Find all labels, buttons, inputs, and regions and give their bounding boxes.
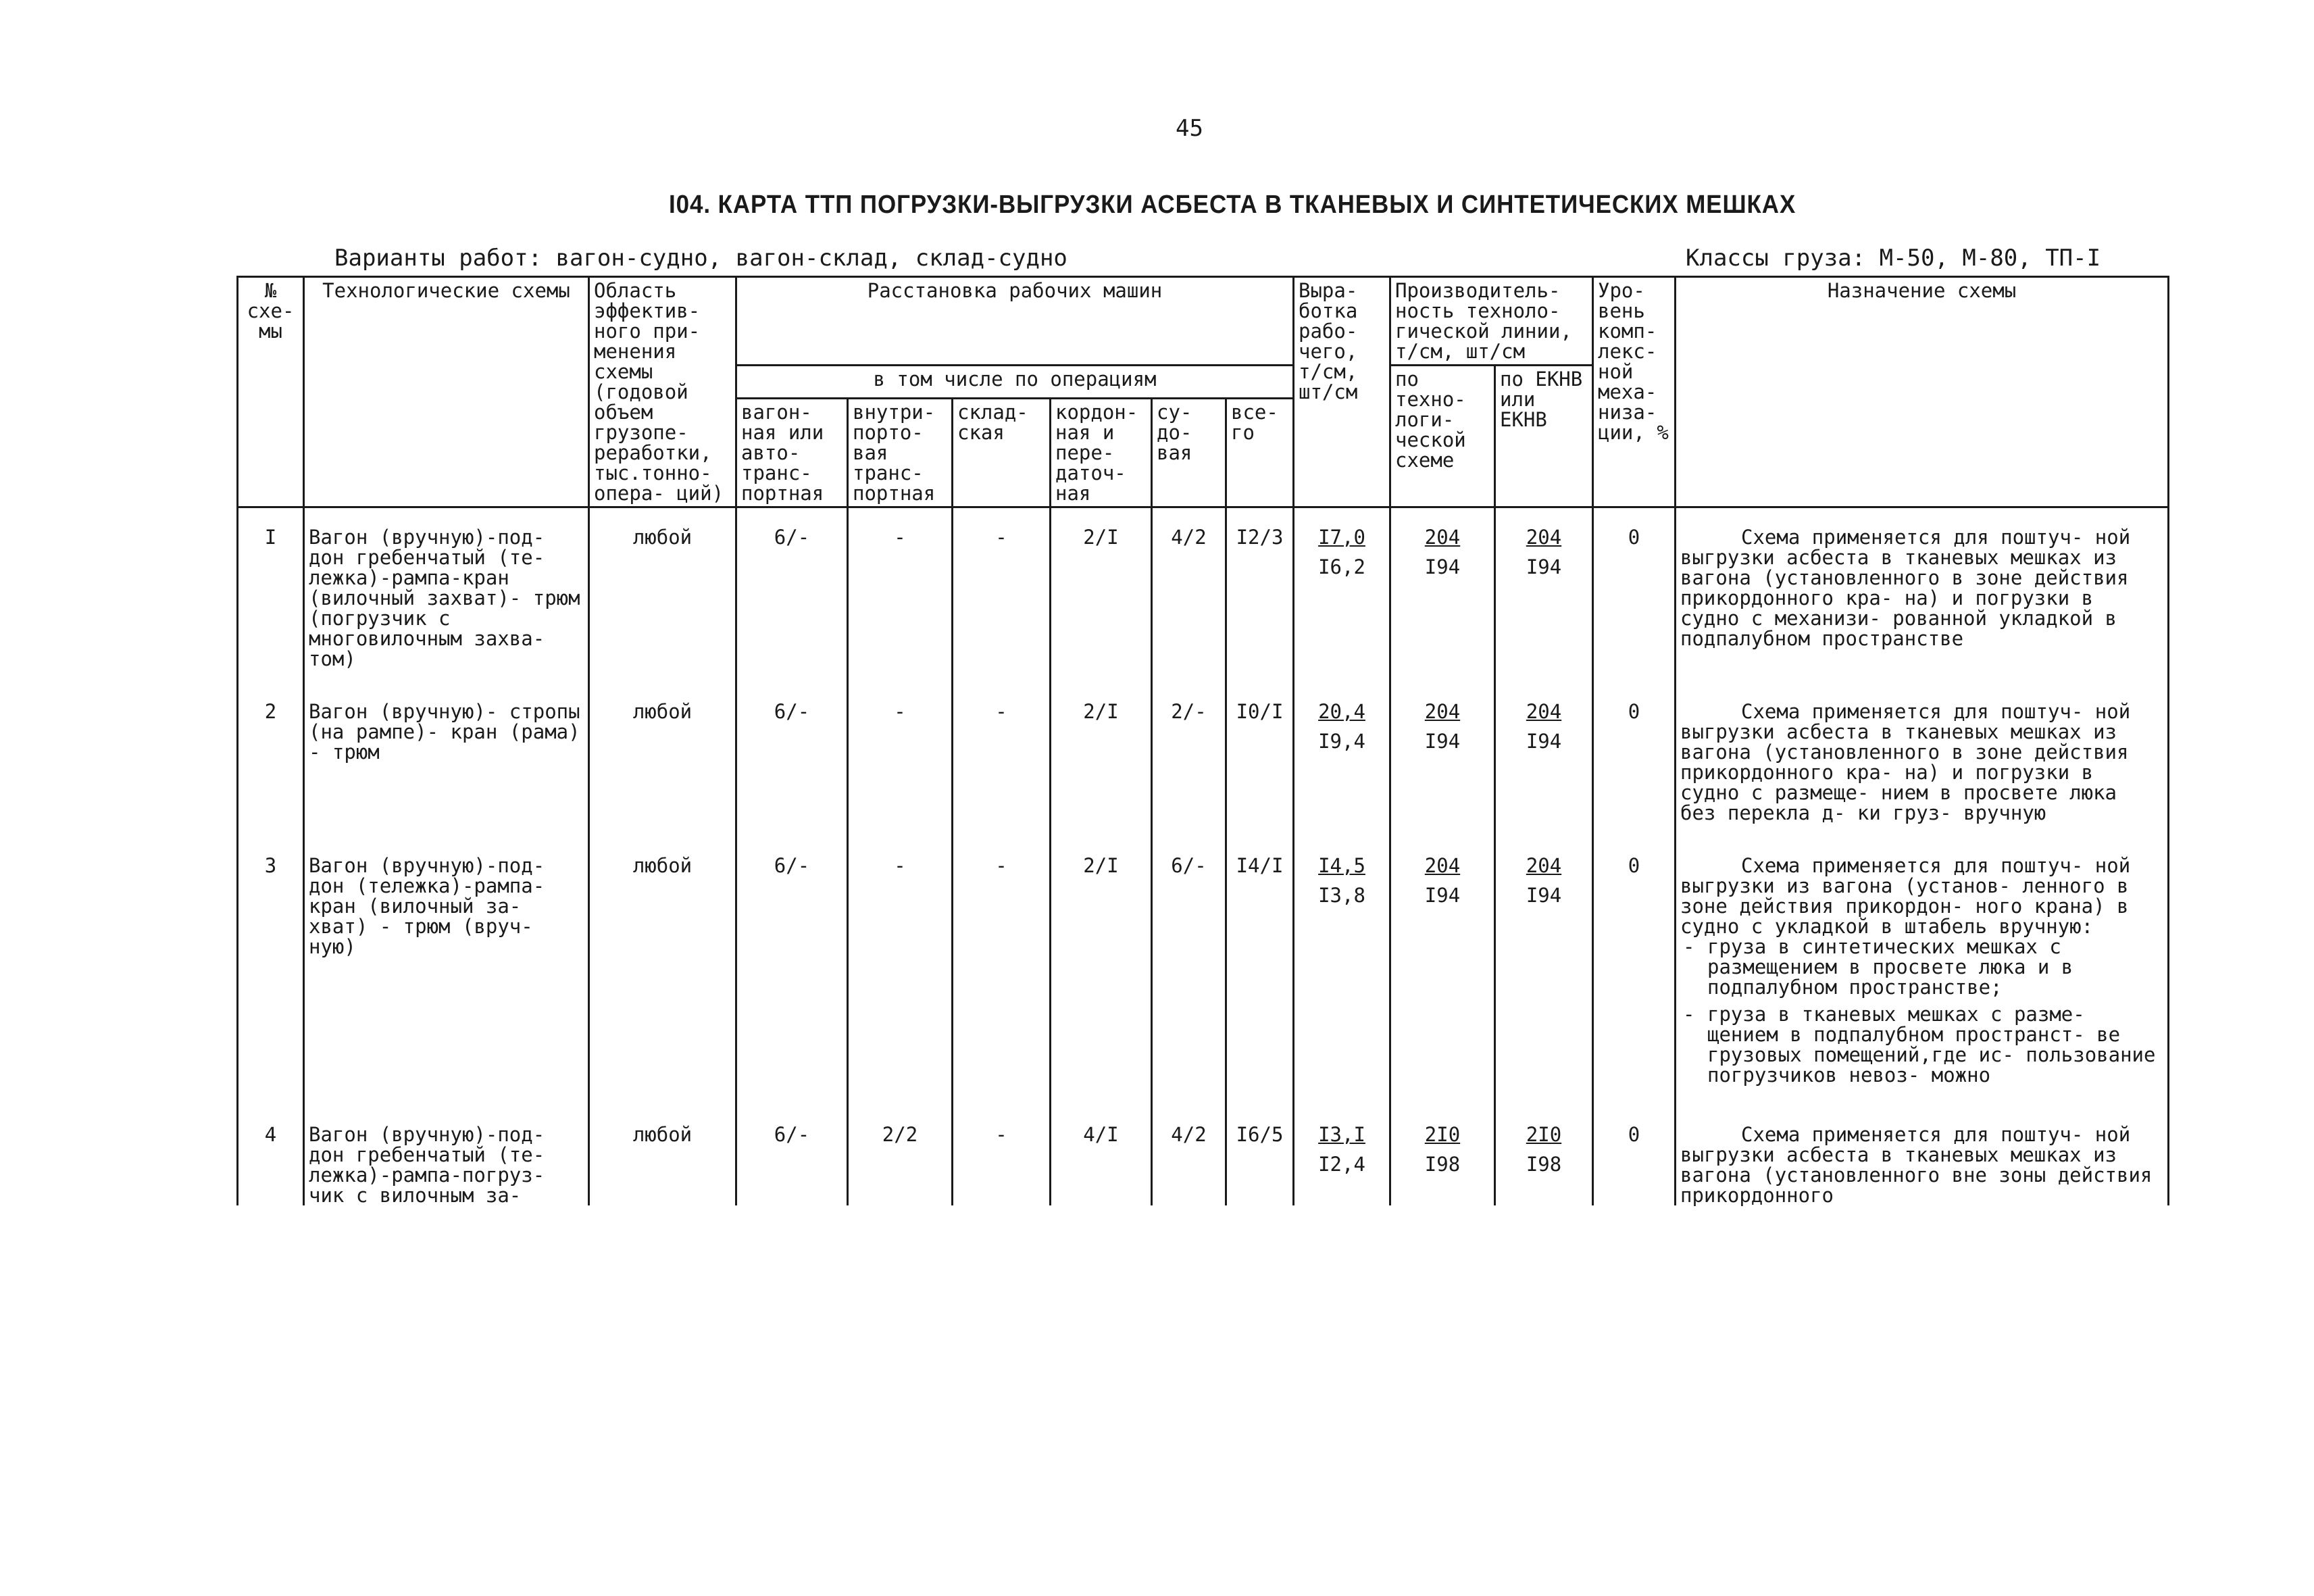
prod-eknv-bottom: I94 <box>1526 730 1562 753</box>
row-purpose: Схема применяется для поштуч- ной выгрузки асбеста в тканевых мешках из вагона (установленного в зоне действия прикордонного кра- на) и погрузки в судно с механизи- рованной укладкой в подпалубном пространстве <box>1676 507 2169 683</box>
header-op-total: все- го <box>1226 399 1294 507</box>
row-prod-scheme <box>1390 837 1495 1105</box>
row-prod-eknv <box>1495 682 1593 837</box>
prod-scheme-bottom: I94 <box>1424 884 1461 907</box>
header-prod-eknv: по ЕКНВ или ЕКНВ <box>1495 366 1593 507</box>
row-prod-scheme <box>1390 507 1495 683</box>
row-output <box>1294 837 1390 1105</box>
prod-scheme-bottom: I94 <box>1424 555 1461 578</box>
output-bottom: I3,8 <box>1318 884 1365 907</box>
purpose-bullet: - груза в тканевых мешках с разме- щением в подпалубном пространст- ве грузовых помещений,где ис- пользование погрузчиков невоз- можно <box>1680 1004 2163 1085</box>
table-row <box>238 507 2169 683</box>
header-area: Область эффектив- ного при- менения схемы (годовой объем грузопе- реработки, тыс.тонно-опера- ций) <box>589 277 736 507</box>
row-purpose <box>1676 837 2169 1105</box>
prod-scheme-bottom: I94 <box>1424 730 1461 753</box>
row-area: любой <box>589 682 736 837</box>
output-bottom: I9,4 <box>1318 730 1365 753</box>
header-op-intra: внутри- порто- вая транс- портная <box>848 399 953 507</box>
row-output <box>1294 507 1390 683</box>
prod-eknv-bottom: I98 <box>1526 1153 1562 1176</box>
row-op-total: I2/3 <box>1226 507 1294 683</box>
output-top: I3,I <box>1318 1123 1365 1146</box>
header-op-cordon: кордон- ная и пере- даточ- ная <box>1051 399 1152 507</box>
row-purpose: Схема применяется для поштуч- ной выгрузки асбеста в тканевых мешках из вагона (установленного вне зоны действия прикордонного <box>1676 1105 2169 1205</box>
row-output <box>1294 682 1390 837</box>
header-productivity: Производитель- ность техноло- гической линии, т/см, шт/см <box>1390 277 1593 366</box>
row-num: I <box>238 507 304 683</box>
header-op-ship: су- до- вая <box>1152 399 1226 507</box>
header-op-warehouse: склад- ская <box>953 399 1051 507</box>
row-area: любой <box>589 1105 736 1205</box>
header-mechanization: Уро- вень комп- лекс- ной меха- низа- ции, % <box>1593 277 1676 507</box>
header-purpose: Назначение схемы <box>1676 277 2169 507</box>
row-op-intra: 2/2 <box>848 1105 953 1205</box>
row-op-cordon: 2/I <box>1051 507 1152 683</box>
row-op-intra: - <box>848 507 953 683</box>
row-op-intra: - <box>848 682 953 837</box>
row-op-ship: 4/2 <box>1152 507 1226 683</box>
row-scheme: Вагон (вручную)-под- дон гребенчатый (те- лежка)-рампа-погруз- чик с вилочным за- <box>304 1105 589 1205</box>
row-prod-eknv <box>1495 1105 1593 1205</box>
prod-eknv-top: 204 <box>1526 700 1562 723</box>
row-op-ship: 4/2 <box>1152 1105 1226 1205</box>
row-num: 3 <box>238 837 304 1105</box>
row-op-warehouse: - <box>953 507 1051 683</box>
row-op-cordon: 4/I <box>1051 1105 1152 1205</box>
row-op-cordon: 2/I <box>1051 682 1152 837</box>
row-scheme: Вагон (вручную)-под- дон (тележка)-рампа- кран (вилочный за- хват) - трюм (вруч- ную) <box>304 837 589 1105</box>
row-mechanization: 0 <box>1593 682 1676 837</box>
row-op-warehouse: - <box>953 682 1051 837</box>
header-op-wagon: вагон- ная или авто- транс- портная <box>736 399 848 507</box>
prod-scheme-top: 2I0 <box>1424 1123 1461 1146</box>
row-num: 4 <box>238 1105 304 1205</box>
row-op-wagon: 6/- <box>736 837 848 1105</box>
row-op-wagon: 6/- <box>736 507 848 683</box>
output-top: I7,0 <box>1318 526 1365 549</box>
row-op-total: I4/I <box>1226 837 1294 1105</box>
row-mechanization: 0 <box>1593 1105 1676 1205</box>
row-prod-eknv <box>1495 837 1593 1105</box>
row-op-intra: - <box>848 837 953 1105</box>
prod-eknv-top: 204 <box>1526 854 1562 877</box>
technology-table <box>236 276 2169 1205</box>
row-purpose: Схема применяется для поштуч- ной выгрузки асбеста в тканевых мешках из вагона (установленного в зоне действия прикордонного кра- на) и погрузки в судно с размеще- нием в просвете люка без перекла д- ки груз- вручную <box>1676 682 2169 837</box>
table-row <box>238 837 2169 1105</box>
row-op-warehouse: - <box>953 837 1051 1105</box>
row-op-total: I6/5 <box>1226 1105 1294 1205</box>
prod-scheme-top: 204 <box>1424 526 1461 549</box>
row-op-ship: 2/- <box>1152 682 1226 837</box>
header-prod-scheme: по техно- логи- ческой схеме <box>1390 366 1495 507</box>
row-scheme: Вагон (вручную)- стропы (на рампе)- кран (рама) - трюм <box>304 682 589 837</box>
row-op-wagon: 6/- <box>736 682 848 837</box>
row-prod-scheme <box>1390 1105 1495 1205</box>
row-op-total: I0/I <box>1226 682 1294 837</box>
output-bottom: I6,2 <box>1318 555 1365 578</box>
header-scheme: Технологические схемы <box>304 277 589 507</box>
header-by-operations: в том числе по операциям <box>736 366 1294 399</box>
output-bottom: I2,4 <box>1318 1153 1365 1176</box>
table-row <box>238 1105 2169 1205</box>
row-op-warehouse: - <box>953 1105 1051 1205</box>
row-area: любой <box>589 837 736 1105</box>
document-title: I04. КАРТА ТТП ПОГРУЗКИ-ВЫГРУЗКИ АСБЕСТА В ТКАНЕВЫХ И СИНТЕТИЧЕСКИХ МЕШКАХ <box>669 191 1796 219</box>
prod-scheme-bottom: I98 <box>1424 1153 1461 1176</box>
prod-scheme-top: 204 <box>1424 854 1461 877</box>
purpose-text: Схема применяется для поштуч- ной выгрузки из вагона (установ- ленного в зоне действия прикордон- ного крана) в судно с укладкой в штабель вручную: <box>1680 854 2131 938</box>
header-num: № схе- мы <box>238 277 304 507</box>
row-scheme: Вагон (вручную)-под- дон гребенчатый (те- лежка)-рампа-кран (вилочный захват)- трюм (погрузчик с многовилочным захва- том) <box>304 507 589 683</box>
prod-eknv-bottom: I94 <box>1526 884 1562 907</box>
purpose-bullet: - груза в синтетических мешках с размещением в просвете люка и в подпалубном пространстве; <box>1680 937 2163 997</box>
row-prod-eknv <box>1495 507 1593 683</box>
output-top: 20,4 <box>1318 700 1365 723</box>
prod-scheme-top: 204 <box>1424 700 1461 723</box>
cargo-classes: Классы груза: М-50, М-80, ТП-I <box>1686 245 2101 272</box>
row-op-wagon: 6/- <box>736 1105 848 1205</box>
row-num: 2 <box>238 682 304 837</box>
table-row <box>238 682 2169 837</box>
row-op-ship: 6/- <box>1152 837 1226 1105</box>
prod-eknv-top: 2I0 <box>1526 1123 1562 1146</box>
row-area: любой <box>589 507 736 683</box>
row-output <box>1294 1105 1390 1205</box>
header-placement: Расстановка рабочих машин <box>736 277 1294 366</box>
row-mechanization: 0 <box>1593 507 1676 683</box>
page-number: 45 <box>1176 115 1203 142</box>
row-op-cordon: 2/I <box>1051 837 1152 1105</box>
row-prod-scheme <box>1390 682 1495 837</box>
prod-eknv-top: 204 <box>1526 526 1562 549</box>
prod-eknv-bottom: I94 <box>1526 555 1562 578</box>
work-variants: Варианты работ: вагон-судно, вагон-склад, склад-судно <box>334 245 1067 272</box>
output-top: I4,5 <box>1318 854 1365 877</box>
row-mechanization: 0 <box>1593 837 1676 1105</box>
header-output: Выра- ботка рабо- чего, т/см, шт/см <box>1294 277 1390 507</box>
